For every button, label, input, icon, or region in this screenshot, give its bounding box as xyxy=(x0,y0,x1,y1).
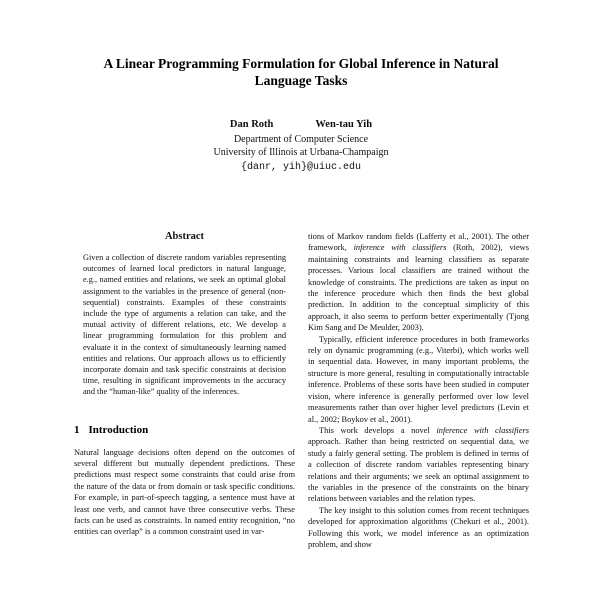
intro-paragraph-1: Natural language decisions often depend on the outcomes of several different but mutually dependent predictions. These predictions must respect some constraints that could arise from the nature of the data or from domain or task specific conditions. For example, in part-of-speech tagging, a sentence must have at least one verb, and cannot have three consecutive verbs. These facts can be used as constraints. In named entity recognition, “no entities can overlap” is a common constraint used in var- xyxy=(74,447,295,537)
section-1-heading xyxy=(74,424,295,436)
affiliation-department: Department of Computer Science xyxy=(233,134,369,145)
right-column xyxy=(308,231,529,550)
right-paragraph-2: Typically, efficient inference procedures in both frameworks rely on dynamic programming (e.g., Viterbi), which works well in sequential data. However, in many important problems, the structure is more general, resulting in computationally intractable inference. Problems of these sorts have been studied in computer vision, where inference is generally performed over low level measurements rather than over higher level predictors (Levin et al., 2002; Boykov et al., 2001). xyxy=(308,334,529,424)
section-1-title: Introduction xyxy=(88,423,149,436)
right-paragraph-3: This work develops a novel inference with classifiers approach. Rather than being restricted on sequential data, we study a fairly general setting. The problem is defined in terms of a collection of discrete random variables representing binary relations and their arguments; we seek an optimal assignment to the variables in the presence of the constraints on the binary relations between variables and the relation types. xyxy=(308,425,529,504)
author-name-1: Dan Roth xyxy=(229,119,274,130)
author-name-2: Wen-tau Yih xyxy=(315,119,373,130)
paper-title: A Linear Programming Formulation for Global Inference in Natural Language Tasks xyxy=(103,56,499,88)
abstract-section xyxy=(74,231,295,398)
left-column xyxy=(74,231,295,538)
two-column-body xyxy=(74,231,528,550)
author-email: {danr, yih}@uiuc.edu xyxy=(240,162,362,173)
affiliation-university: University of Illinois at Urbana-Champaign xyxy=(213,147,389,158)
abstract-heading: Abstract xyxy=(164,231,205,242)
author-names xyxy=(74,119,528,130)
abstract-text: Given a collection of discrete random variables representing outcomes of learned local predictors in natural language, e.g., named entities and relations, we seek an optimal global assignment to the variables in the presence of general (non-sequential) constraints. Examples of these constraints include the type of arguments a relation can take, and the mutual activity of different relations, etc. We develop a linear programming formulation for this problem and evaluate it in the context of simultaneously learning named entities and relations. Our approach allows us to efficiently incorporate domain and task specific constraints at decision time, resulting in significant improvements in the accuracy and the “human-like” quality of the inferences. xyxy=(83,253,286,397)
right-paragraph-1: tions of Markov random fields (Lafferty et al., 2001). The other framework, inference with classifiers (Roth, 2002), views maintaining constraints and learning classifiers as separate processes. Various local classifiers are trained without the knowledge of constraints. The predictions are taken as input on the inference procedure which then finds the best global prediction. In addition to the conceptual simplicity of this approach, it also seems to perform better experimentally (Tjong Kim Sang and De Meulder, 2003). xyxy=(308,232,529,333)
section-1-number: 1 xyxy=(74,423,80,436)
right-paragraph-4: The key insight to this solution comes from recent techniques developed for approximation algorithms (Chekuri et al., 2001). Following this work, we model inference as an optimization problem, and show xyxy=(308,505,529,549)
author-block xyxy=(74,119,528,175)
